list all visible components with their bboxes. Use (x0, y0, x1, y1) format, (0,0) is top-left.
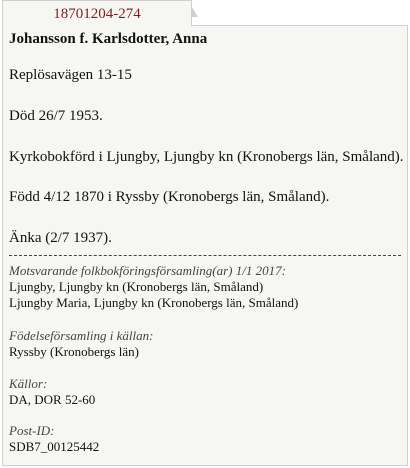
section-divider (9, 255, 401, 256)
person-name: Johansson f. Karlsdotter, Anna (9, 31, 208, 47)
address: Replösavägen 13-15 (9, 67, 132, 83)
parish-label: Motsvarande folkbokföringsförsamling(ar) 1/1 2017: (9, 263, 286, 278)
death-date: Död 26/7 1953. (9, 108, 103, 124)
birth-parish-value: Ryssby (Kronobergs län) (9, 344, 139, 359)
record-id: 18701204-274 (53, 6, 141, 22)
sources-value: DA, DOR 52-60 (9, 392, 96, 407)
parish-value-1: Ljungby, Ljungby kn (Kronobergs län, Småland) (9, 279, 264, 294)
birth-parish-label: Födelseförsamling i källan: (9, 328, 154, 343)
sources-label: Källor: (9, 376, 48, 391)
record-id-tab[interactable] (2, 0, 192, 26)
record-card (2, 25, 408, 466)
post-id-value: SDB7_00125442 (9, 439, 100, 454)
birth-info: Född 4/12 1870 i Ryssby (Kronobergs län, Småland). (9, 189, 330, 205)
parish-value-2: Ljungby Maria, Ljungby kn (Kronobergs län, Småland) (9, 295, 299, 310)
post-id-label: Post-ID: (9, 423, 55, 438)
registered-parish: Kyrkobokförd i Ljungby, Ljungby kn (Kronobergs län, Småland). (9, 149, 404, 165)
marital-status: Änka (2/7 1937). (9, 230, 112, 246)
